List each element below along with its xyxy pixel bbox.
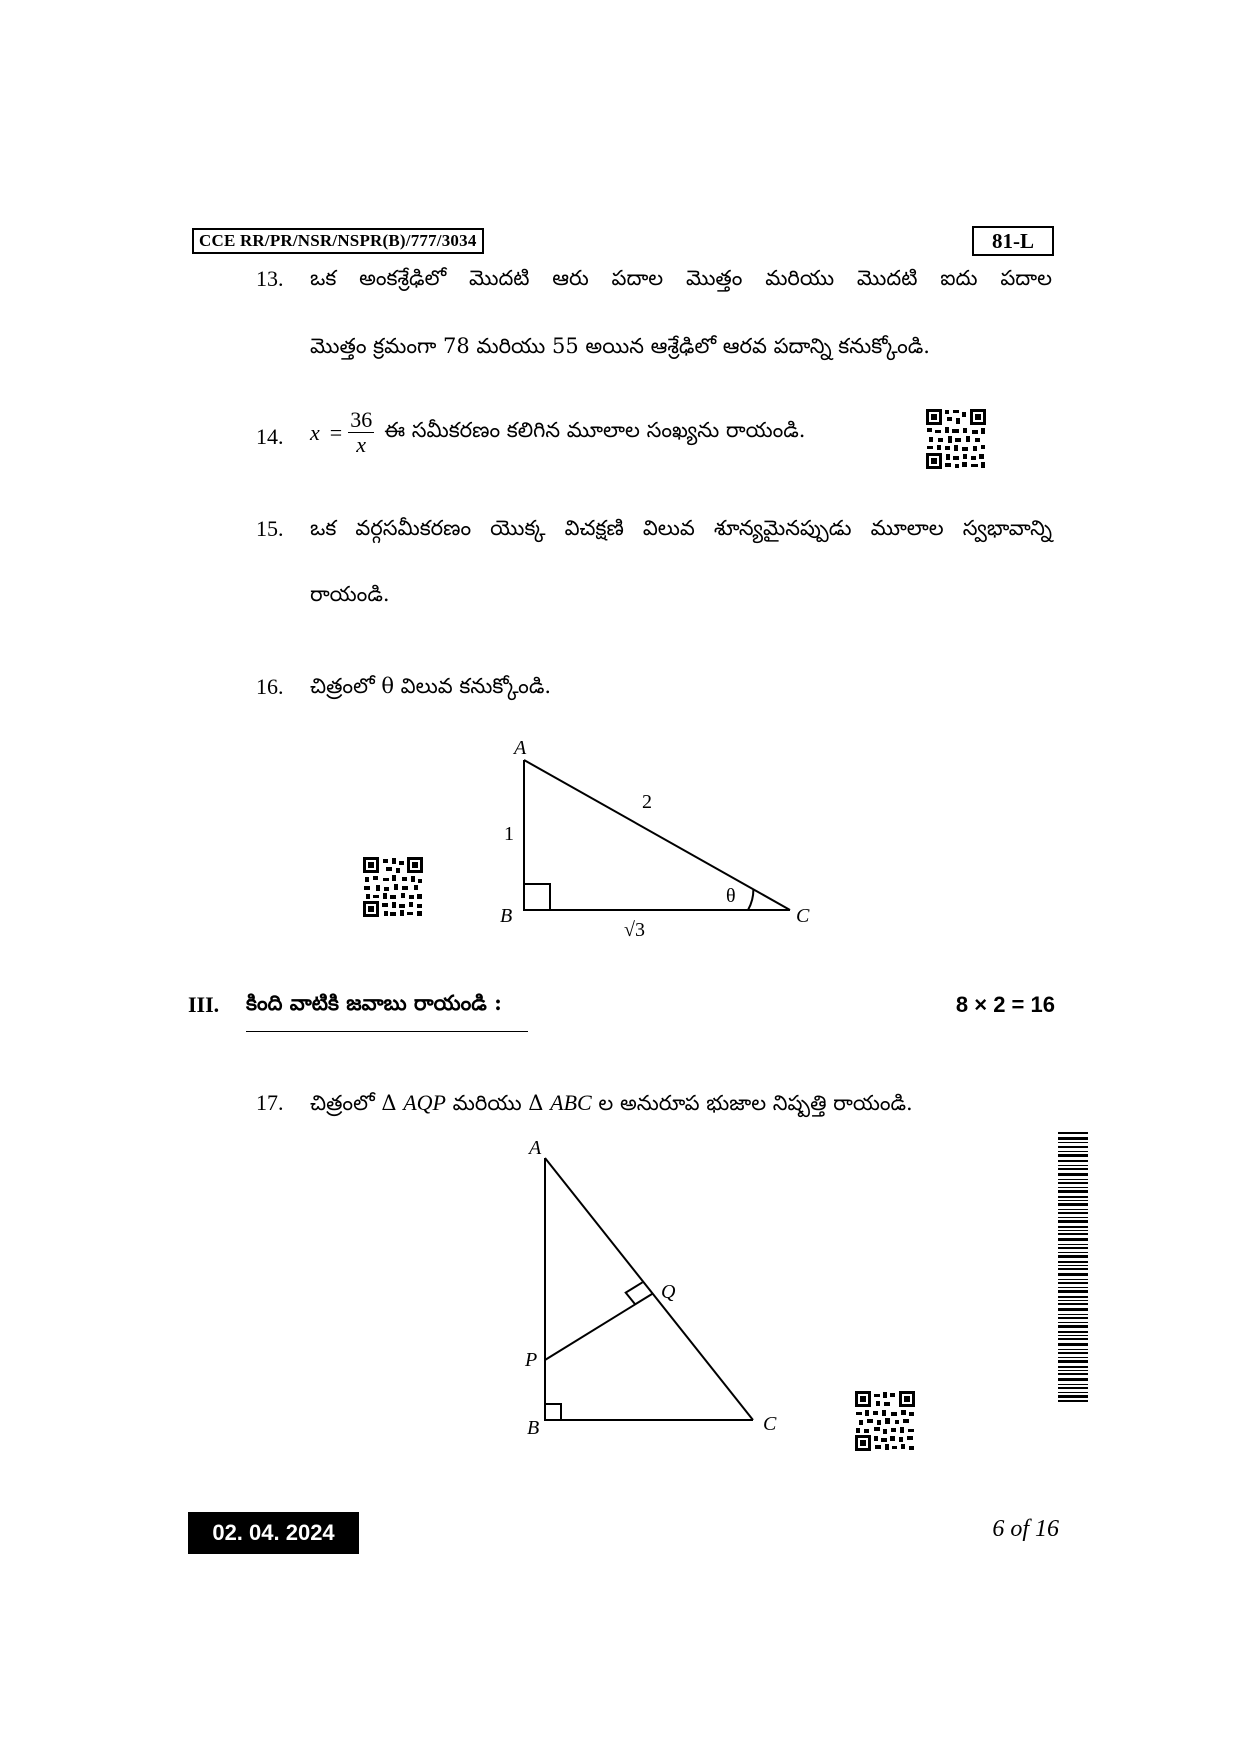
side-ac [524,760,790,910]
equation-line [310,408,805,457]
triangle-name: ABC [550,1090,592,1115]
question-text-part: మరియు Δ [452,1091,544,1115]
qr-code-icon [854,1390,916,1452]
side-ac [545,1158,753,1420]
section-title: కింది వాటికి జవాబు రాయండి : [246,990,528,1032]
vertex-label-b: B [527,1417,540,1439]
question-text: ఒక అంకశ్రేఢిలో మొదటి ఆరు పదాల మొత్తం మరియు మొదటి ఐదు పదాల [310,266,1052,290]
figure-similar-triangles [515,1130,795,1450]
equation-lhs: x [310,419,320,445]
section-number: III. [188,992,220,1017]
figure-right-triangle [490,730,820,950]
question-text [310,1090,913,1121]
exam-code: CCE RR/PR/NSR/NSPR(B)/777/3034 [192,228,484,254]
fraction-denominator: x [356,432,367,457]
vertex-label-a: A [514,737,527,759]
segment-pq [545,1294,652,1360]
question-number: 16. [256,674,284,699]
question-number: 15. [256,516,284,541]
side-label-ab: 1 [504,823,514,845]
question-text: చిత్రంలో θ విలువ కనుక్కోండి. [310,674,552,698]
vertex-label-a: A [529,1137,542,1159]
question-number: 14. [256,424,284,449]
barcode-icon [1058,1132,1088,1402]
triangle-name: AQP [403,1090,446,1115]
vertex-label-c: C [796,905,810,927]
question-text-part: చిత్రంలో Δ [310,1091,397,1115]
side-label-ac: 2 [642,791,652,813]
vertex-label-b: B [500,905,513,927]
fraction [348,408,374,457]
question-text-part: ల అనురూప భుజాల నిష్పత్తి రాయండి. [598,1091,913,1115]
right-angle-marker [524,884,550,910]
question-text: రాయండి. [310,582,390,606]
side-label-bc: √3 [624,919,645,941]
exam-date-badge: 02. 04. 2024 [188,1512,359,1554]
equals-sign: = [329,419,343,445]
qr-code-icon [925,408,987,470]
angle-label: θ [726,885,736,907]
question-text: ఒక వర్గసమీకరణం యొక్క విచక్షణి విలువ శూన్యమైనప్పుడు మూలాల స్వభావాన్ని [310,516,1052,540]
fraction-numerator: 36 [350,407,373,432]
section-marks: 8 × 2 = 16 [955,992,1055,1017]
question-number: 13. [256,266,284,291]
vertex-label-q: Q [661,1281,676,1303]
angle-arc [748,889,753,910]
question-number: 17. [256,1090,284,1115]
question-text: ఈ సమీకరణం కలిగిన మూలాల సంఖ్యను రాయండి. [384,417,806,442]
page-number: 6 of 16 [992,1516,1059,1542]
qr-code-icon [362,856,424,918]
paper-code: 81-L [972,226,1054,256]
vertex-label-c: C [763,1413,777,1435]
vertex-label-p: P [525,1349,538,1371]
right-angle-marker-b [545,1404,561,1420]
question-text: మొత్తం క్రమంగా 78 మరియు 55 అయిన ఆశ్రేఢిలో ఆరవ పదాన్ని కనుక్కోండి. [310,334,930,358]
